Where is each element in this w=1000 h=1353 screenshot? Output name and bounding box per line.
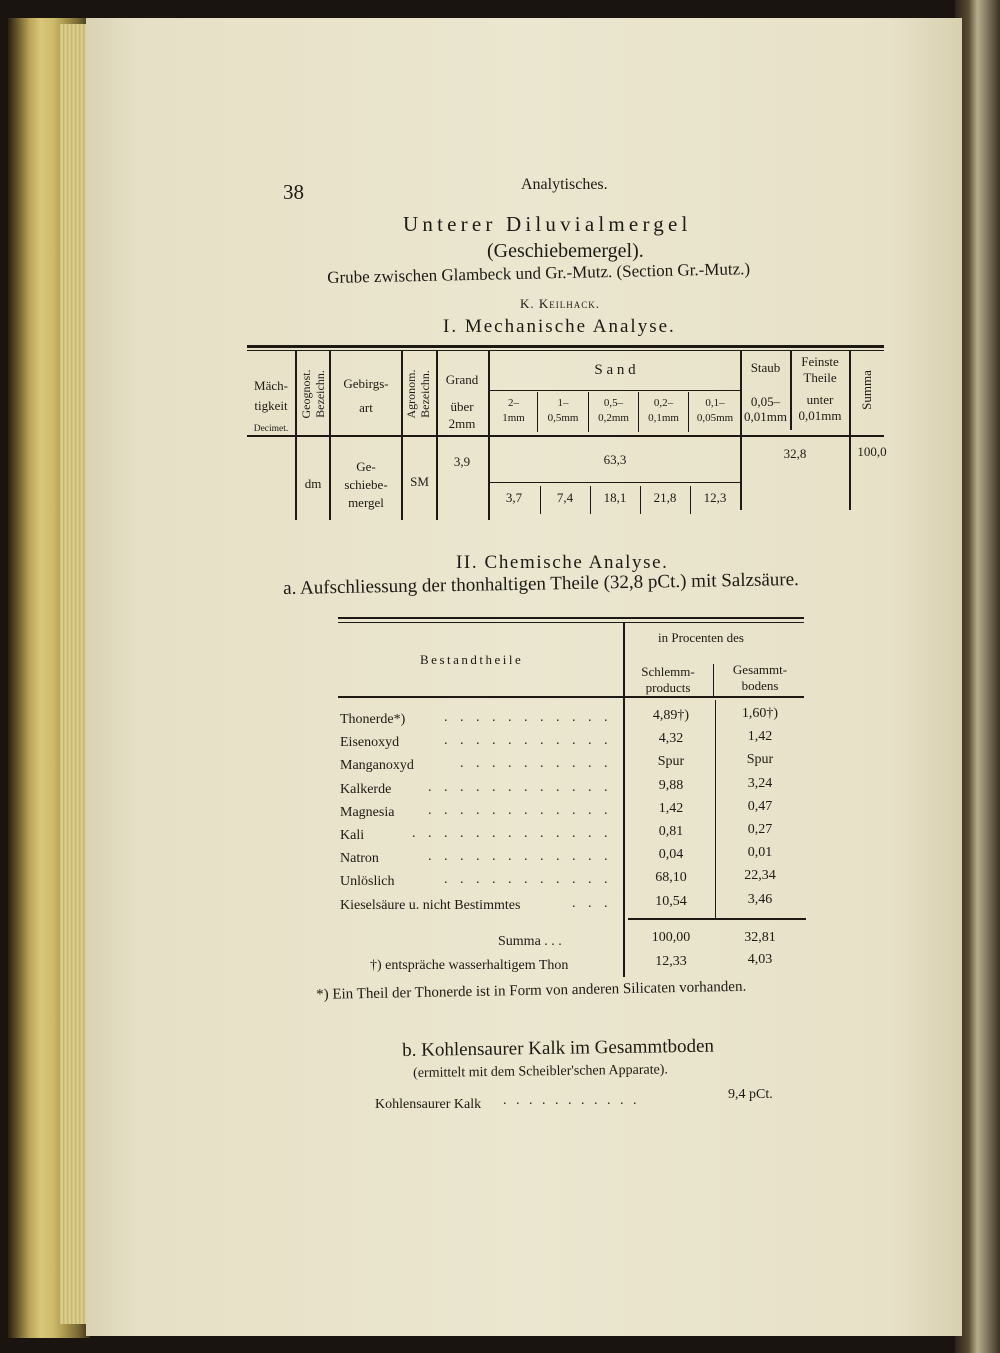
- chem-row-leader-dots: . . . . . . . . . . . . .: [412, 826, 612, 841]
- chem-row-leader-dots: . . . . . . . . . . . .: [428, 803, 612, 818]
- header-agronom: Agronom. Bezeichn.: [404, 369, 432, 419]
- header-feinste: Feinste Theile: [801, 354, 839, 385]
- header-sand: S a n d: [594, 362, 636, 378]
- chem-row-value-gesammt: Spur: [746, 752, 774, 767]
- chem-row-value-schlemm: 4,32: [658, 731, 684, 746]
- chem-row-value-schlemm: 10,54: [655, 894, 687, 909]
- running-head: Analytisches.: [521, 176, 608, 193]
- chem-row-leader-dots: . . . . . . . . . .: [460, 756, 612, 771]
- chem-col-divider: [623, 622, 625, 977]
- cell-sand-value: 3,7: [505, 490, 523, 505]
- chem-row-value-gesammt: 0,01: [747, 845, 773, 860]
- chem-row-value-schlemm: 68,10: [655, 870, 687, 885]
- header-feinste-sub: unter 0,01mm: [798, 392, 842, 423]
- chem-summa-rule: [628, 918, 806, 920]
- chem-row-leader-dots: . . . . . . . . . . . .: [428, 849, 612, 864]
- cell-staub-feinste: 32,8: [783, 446, 807, 461]
- chem-top-rule: [338, 617, 804, 619]
- chem-analysis-heading: II. Chemische Analyse.: [456, 552, 669, 573]
- chem-row-label: Thonerde*): [340, 712, 406, 727]
- location-line: Grube zwischen Glambeck und Gr.-Mutz. (Section Gr.-Mutz.): [327, 259, 751, 287]
- chem-col-schlemm: Schlemm- products: [641, 664, 695, 695]
- cell-gebirgsart: Ge- schiebe- mergel: [344, 459, 388, 510]
- header-sand-col: 1– 0,5mm: [547, 397, 579, 424]
- cell-sand-value: 18,1: [603, 490, 627, 505]
- page-number: 38: [283, 180, 304, 204]
- chem-summa-b: 32,81: [744, 930, 776, 945]
- chem-top-rule-thin: [338, 622, 804, 623]
- chem-summa-a: 100,00: [651, 930, 691, 945]
- chem-row-label: Magnesia: [340, 805, 395, 820]
- chem-row-value-gesammt: 1,42: [747, 729, 773, 744]
- header-grand-sub: über 2mm: [448, 399, 476, 431]
- cell-summa: 100,0: [857, 444, 887, 459]
- header-sand-col: 0,5– 0,2mm: [598, 397, 629, 424]
- col-divider: [295, 350, 297, 520]
- chem-row-leader-dots: . . . . . . . . . . .: [444, 733, 612, 748]
- sand-sub-rule: [490, 390, 740, 391]
- kalk-dots: . . . . . . . . . . .: [503, 1093, 640, 1108]
- header-sand-col: 0,1– 0,05mm: [696, 397, 734, 424]
- chem-row-label: Natron: [340, 851, 379, 866]
- chem-row-value-schlemm: 4,89†): [652, 708, 690, 723]
- chem-col-divider: [715, 700, 716, 920]
- col-divider: [401, 350, 403, 520]
- kalk-heading: b. Kohlensaurer Kalk im Gesammtboden: [402, 1035, 715, 1061]
- header-decimet: Decimet.: [253, 424, 289, 434]
- chem-col-gesammt: Gesammt- bodens: [732, 662, 788, 693]
- cell-sand-total: 63,3: [603, 452, 627, 467]
- chem-row-label: Eisenoxyd: [340, 735, 400, 750]
- cell-sand-value: 21,8: [653, 490, 677, 505]
- chem-row-value-schlemm: Spur: [657, 754, 685, 769]
- header-geognost: Geognost. Bezeichn.: [299, 369, 327, 419]
- header-sand-col: 2– 1mm: [502, 397, 525, 424]
- page-title: Unterer Diluvialmergel: [403, 212, 692, 236]
- chem-row-label: Kalkerde: [340, 782, 392, 797]
- chem-row-label: Manganoxyd: [340, 758, 414, 773]
- cell-sand-value: 12,3: [703, 490, 727, 505]
- header-staub-sub: 0,05– 0,01mm: [744, 394, 787, 424]
- chem-col-group: in Procenten des: [658, 630, 744, 645]
- cell-agronom: SM: [410, 474, 429, 489]
- chem-row-value-gesammt: 0,27: [747, 822, 773, 837]
- chem-row-value-gesammt: 0,47: [747, 799, 773, 814]
- header-staub: Staub: [750, 360, 781, 375]
- chem-row-leader-dots: . . . . . . . . . . .: [444, 872, 612, 887]
- chem-row-value-gesammt: 3,46: [747, 892, 773, 907]
- header-summa: Summa: [859, 370, 874, 410]
- cell-geognost: dm: [304, 476, 322, 491]
- chem-header-rule: [338, 696, 804, 698]
- chem-analysis-subheading: a. Aufschliessung der thonhaltigen Theile (32,8 pCt.) mit Salzsäure.: [283, 568, 800, 599]
- footnote: *) Ein Theil der Thonerde ist in Form von anderen Silicaten vorhanden.: [316, 978, 747, 1003]
- chem-row-label: Kieselsäure u. nicht Bestimmtes: [340, 898, 521, 913]
- chem-row-value-gesammt: 3,24: [747, 776, 773, 791]
- chem-row-value-gesammt: 1,60†): [741, 706, 779, 721]
- chem-thon-a: 12,33: [655, 954, 687, 969]
- chem-row-label: Unlöslich: [340, 874, 395, 889]
- chem-row-label: Kali: [340, 828, 365, 843]
- chem-row-value-schlemm: 0,81: [658, 824, 684, 839]
- table-header-rule: [247, 435, 884, 437]
- cell-sand-value: 7,4: [556, 490, 574, 505]
- chem-row-value-schlemm: 1,42: [658, 801, 684, 816]
- sand-value-rule: [490, 482, 740, 483]
- header-gebirgsart: Gebirgs- art: [343, 376, 389, 415]
- chem-row-leader-dots: . . . . . . . . . . .: [444, 710, 612, 725]
- chem-row-leader-dots: . . . . . . . . . . . .: [428, 780, 612, 795]
- chem-col-bestandtheile: Bestandtheile: [420, 652, 524, 667]
- chem-col-divider: [713, 664, 714, 696]
- cell-grand: 3,9: [453, 454, 471, 469]
- header-maechtigkeit: Mäch- tigkeit: [254, 378, 288, 413]
- chem-row-value-schlemm: 9,88: [658, 778, 684, 793]
- kalk-value: 9,4 pCt.: [728, 1087, 773, 1102]
- chem-thon-label: †) entspräche wasserhaltigem Thon: [370, 958, 569, 973]
- chem-row-value-schlemm: 0,04: [658, 847, 684, 862]
- col-divider: [849, 350, 851, 510]
- kalk-label: Kohlensaurer Kalk: [375, 1097, 482, 1112]
- chem-row-value-gesammt: 22,34: [744, 868, 776, 883]
- author-line: K. Keilhack.: [520, 296, 601, 311]
- chem-thon-b: 4,03: [747, 952, 773, 967]
- chem-summa-label: Summa . . .: [498, 934, 562, 949]
- table-top-rule-thin: [247, 350, 884, 351]
- header-sand-col: 0,2– 0,1mm: [648, 397, 679, 424]
- header-grand: Grand: [445, 372, 479, 387]
- table-top-rule: [247, 345, 884, 348]
- chem-row-leader-dots: . . .: [572, 896, 612, 911]
- kalk-subheading: (ermittelt mit dem Scheibler'schen Apparate).: [413, 1062, 669, 1081]
- mech-analysis-heading: I. Mechanische Analyse.: [443, 316, 676, 337]
- page-subtitle: (Geschiebemergel).: [487, 240, 644, 262]
